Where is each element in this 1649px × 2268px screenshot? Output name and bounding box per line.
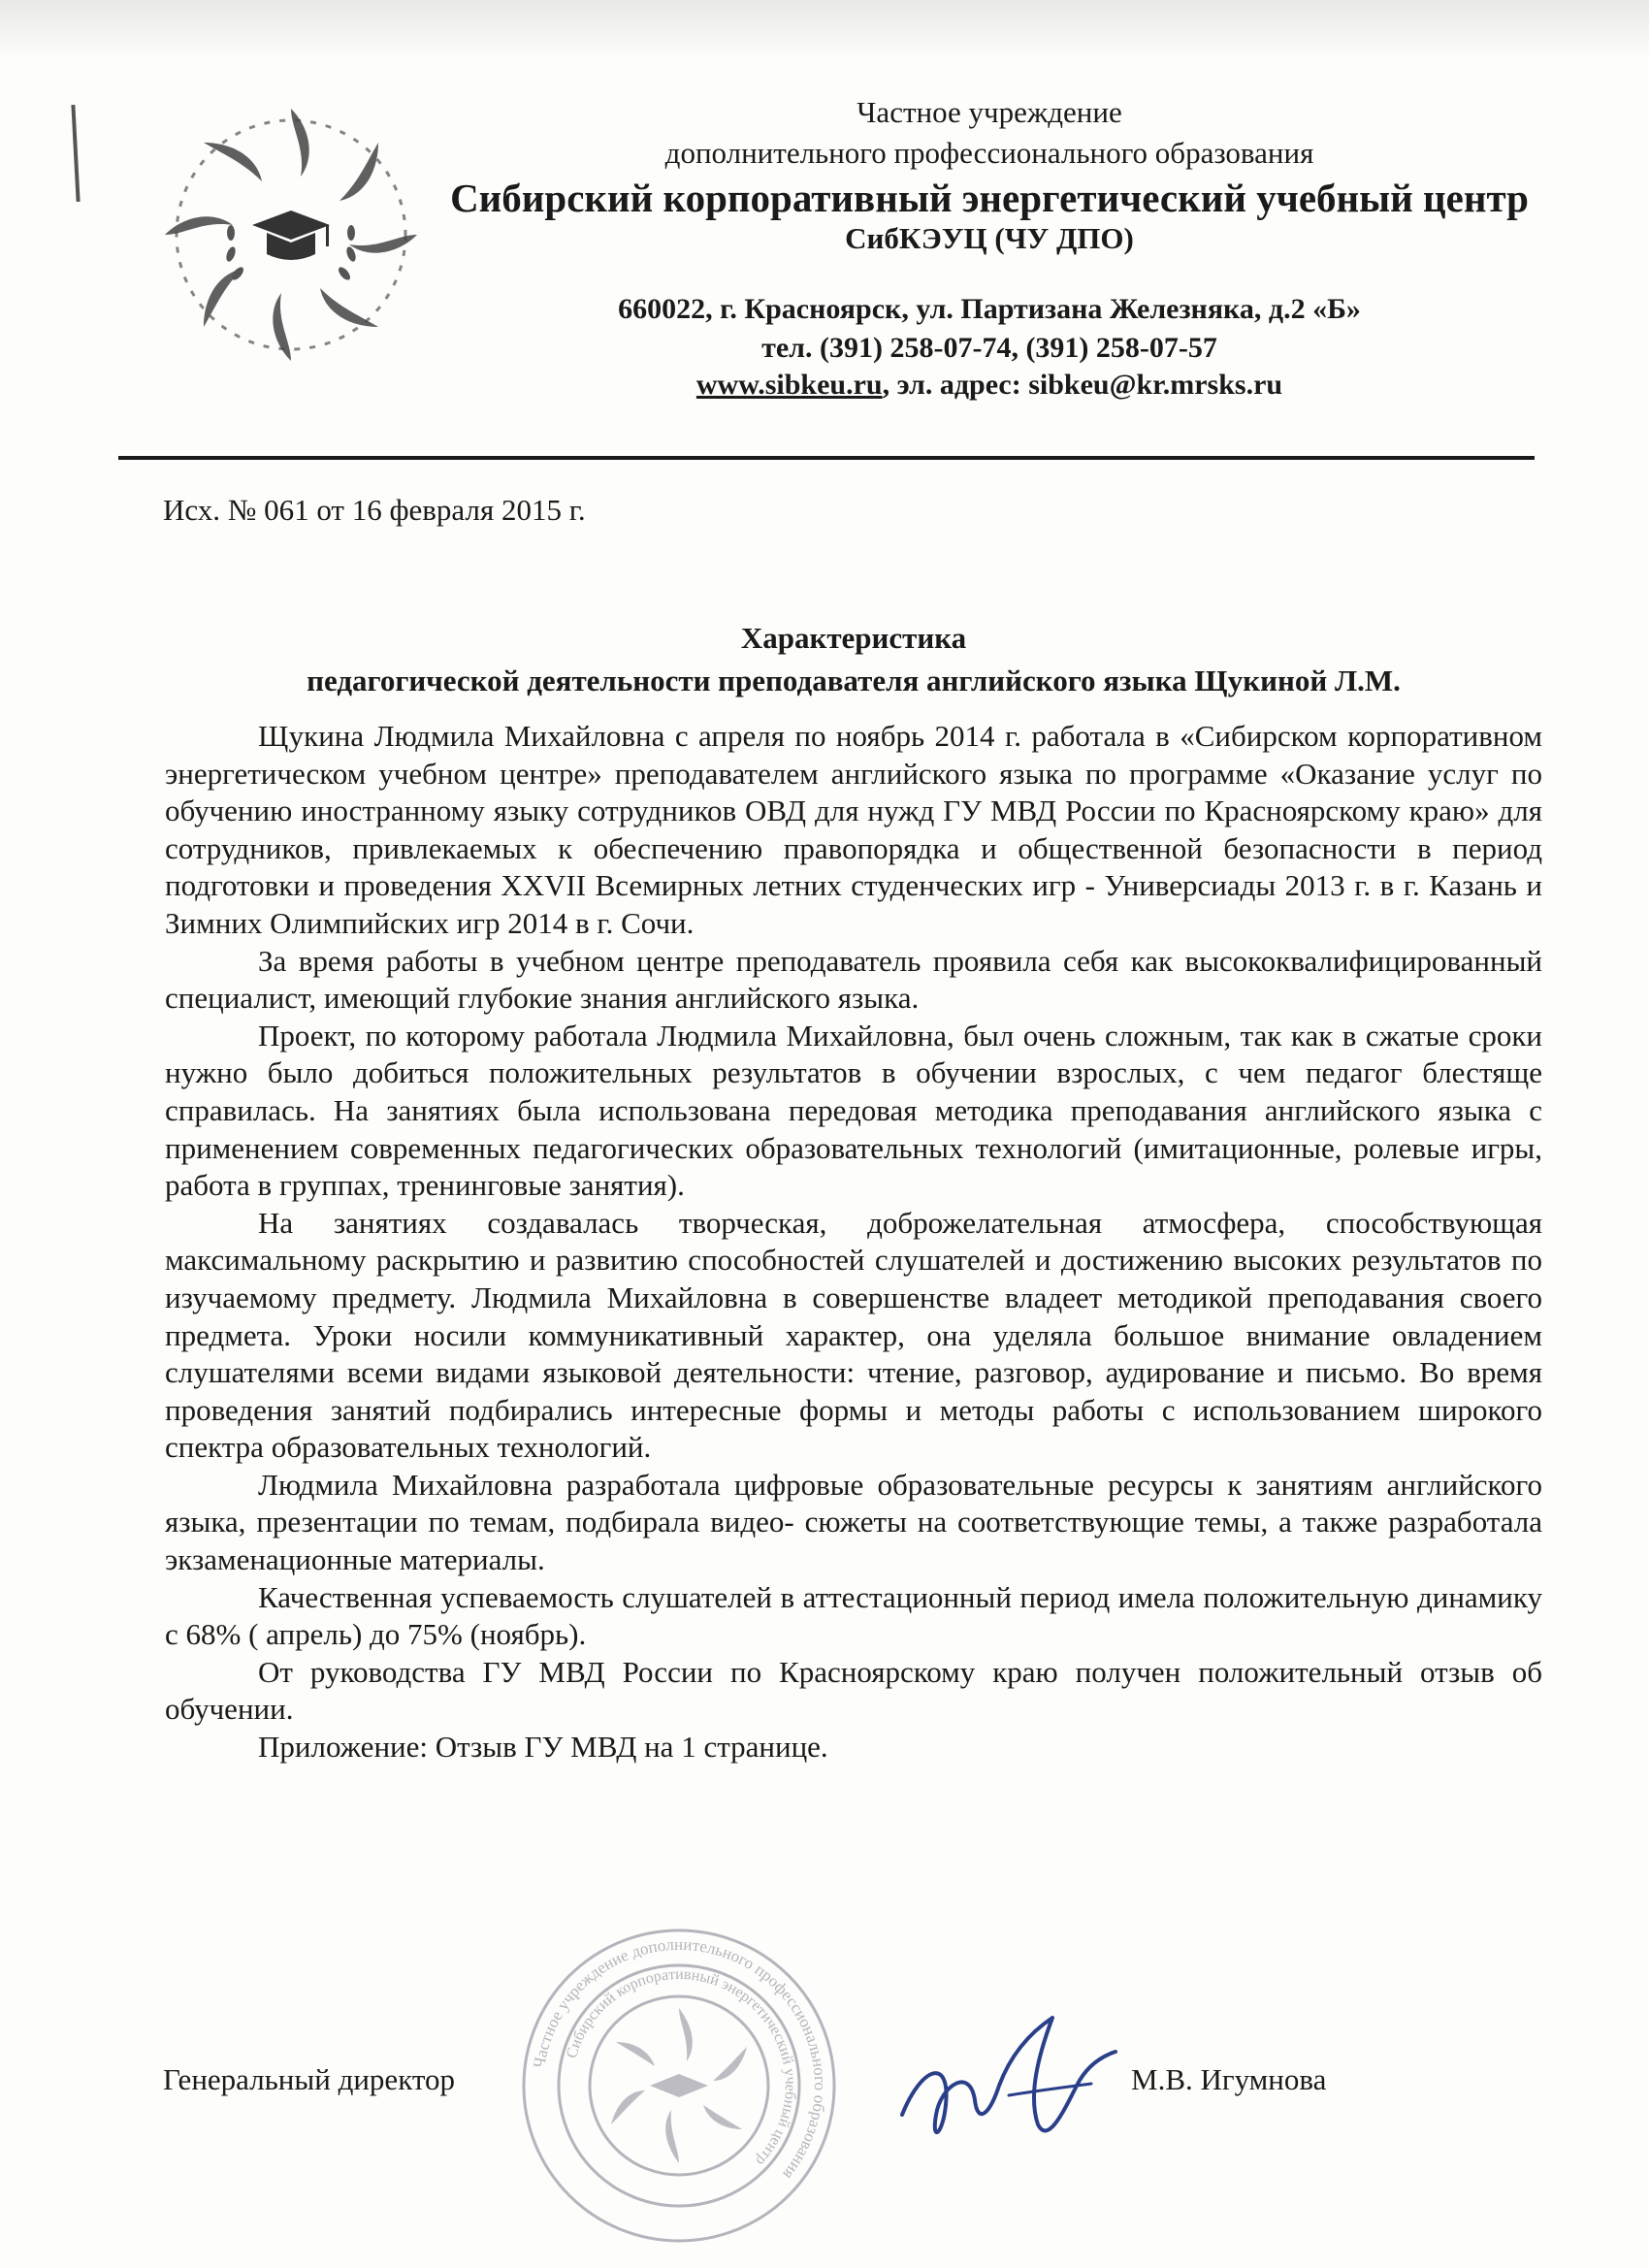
outgoing-number: Исх. № 061 от 16 февраля 2015 г. <box>163 493 586 527</box>
paragraph: На занятиях создавалась творческая, доброжелательная атмосфера, способствующая максимальному раскрытию и развитию способностей слушателей и достижению высоких результатов по изучаемому предмету. Людмила Михайловна в совершенстве владеет методикой преподавания своего предмета. Уроки носили коммуникативный характер, она уделяла большое внимание овладением слушателями всеми видами языковой деятельности: чтение, разговор, аудирование и письмо. Во время проведения занятий подбирались интересные формы и методы работы с использованием широкого спектра образовательных технологий. <box>165 1205 1542 1465</box>
signatory-position: Генеральный директор <box>163 2062 455 2096</box>
handwritten-signature <box>892 1998 1125 2154</box>
web-and-email <box>563 369 1416 402</box>
document-title <box>165 617 1542 702</box>
margin-mark <box>71 105 80 202</box>
paragraph: Приложение: Отзыв ГУ МВД на 1 странице. <box>258 1730 828 1765</box>
website-link[interactable]: www.sibkeu.ru <box>695 369 883 401</box>
document-body <box>165 718 1542 1766</box>
svg-text:Сибирский корпоративный энерге: Сибирский корпоративный энергетический учебный центр <box>563 1965 799 2169</box>
svg-text:Частное учреждение дополнитель: Частное учреждение дополнительного профессионального образования <box>530 1934 830 2184</box>
title-line-1: Характеристика <box>740 621 967 655</box>
organization-name: Сибирский корпоративный энергетический учебный центр <box>450 176 1529 220</box>
paragraph: Проект, по которому работала Людмила Михайловна, был очень сложным, так как в сжатые сроки нужно было добиться положительных результатов в обучении взрослых, с чем педагог блестяще справилась. На занятиях была использована передовая методика преподавания английского языка с применением современных педагогических образовательных технологий (имитационные, ролевые игры, работа в группах, тренинговые занятия). <box>165 1018 1542 1203</box>
organization-abbreviation: СибКЭУЦ (ЧУ ДПО) <box>845 221 1134 255</box>
paragraph: За время работы в учебном центре преподаватель проявила себя как высококвалифицированный специалист, имеющий глубокие знания английского языка. <box>165 943 1542 1016</box>
paragraph: Щукина Людмила Михайловна с апреля по ноябрь 2014 г. работала в «Сибирском корпоративном энергетическом учебном центре» преподавателем английского языка по программе «Оказание услуг по обучению иностранному языку сотрудников ОВД для нужд ГУ МВД России по Красноярскому краю» для сотрудников, привлекаемых к обеспечению правопорядка и общественной безопасности в период подготовки и проведения XXVII Всемирных летних студенческих игр - Универсиады 2013 г. в г. Казань и Зимних Олимпийских игр 2014 в г. Сочи. <box>165 719 1542 940</box>
paragraph: Качественная успеваемость слушателей в аттестационный период имела положительную динамику с 68% ( апрель) до 75% (ноябрь). <box>165 1579 1542 1652</box>
phones: тел. (391) 258-07-74, (391) 258-07-57 <box>761 332 1217 364</box>
organization-logo <box>146 89 436 380</box>
paragraph: От руководства ГУ МВД России по Красноярскому краю получен положительный отзыв об обучении. <box>165 1654 1542 1727</box>
address: 660022, г. Красноярск, ул. Партизана Железняка, д.2 «Б» <box>618 293 1361 325</box>
paragraph: Людмила Михайловна разработала цифровые образовательные ресурсы к занятиям английского языка, презентации по темам, подбирала видео- сюжеты на соответствующие темы, а также разработала экзаменационные материалы. <box>165 1467 1542 1577</box>
scan-edge-shadow <box>0 0 1649 58</box>
header-divider <box>118 456 1535 460</box>
header-line-2: дополнительного профессионального образования <box>664 136 1314 170</box>
email-text: , эл. адрес: sibkeu@kr.mrsks.ru <box>882 369 1283 401</box>
signatory-name: М.В. Игумнова <box>1131 2062 1327 2096</box>
title-line-2: педагогической деятельности преподавателя английского языка Щукиной Л.М. <box>307 664 1401 697</box>
header-line-1: Частное учреждение <box>857 95 1122 129</box>
official-stamp <box>514 1921 844 2251</box>
